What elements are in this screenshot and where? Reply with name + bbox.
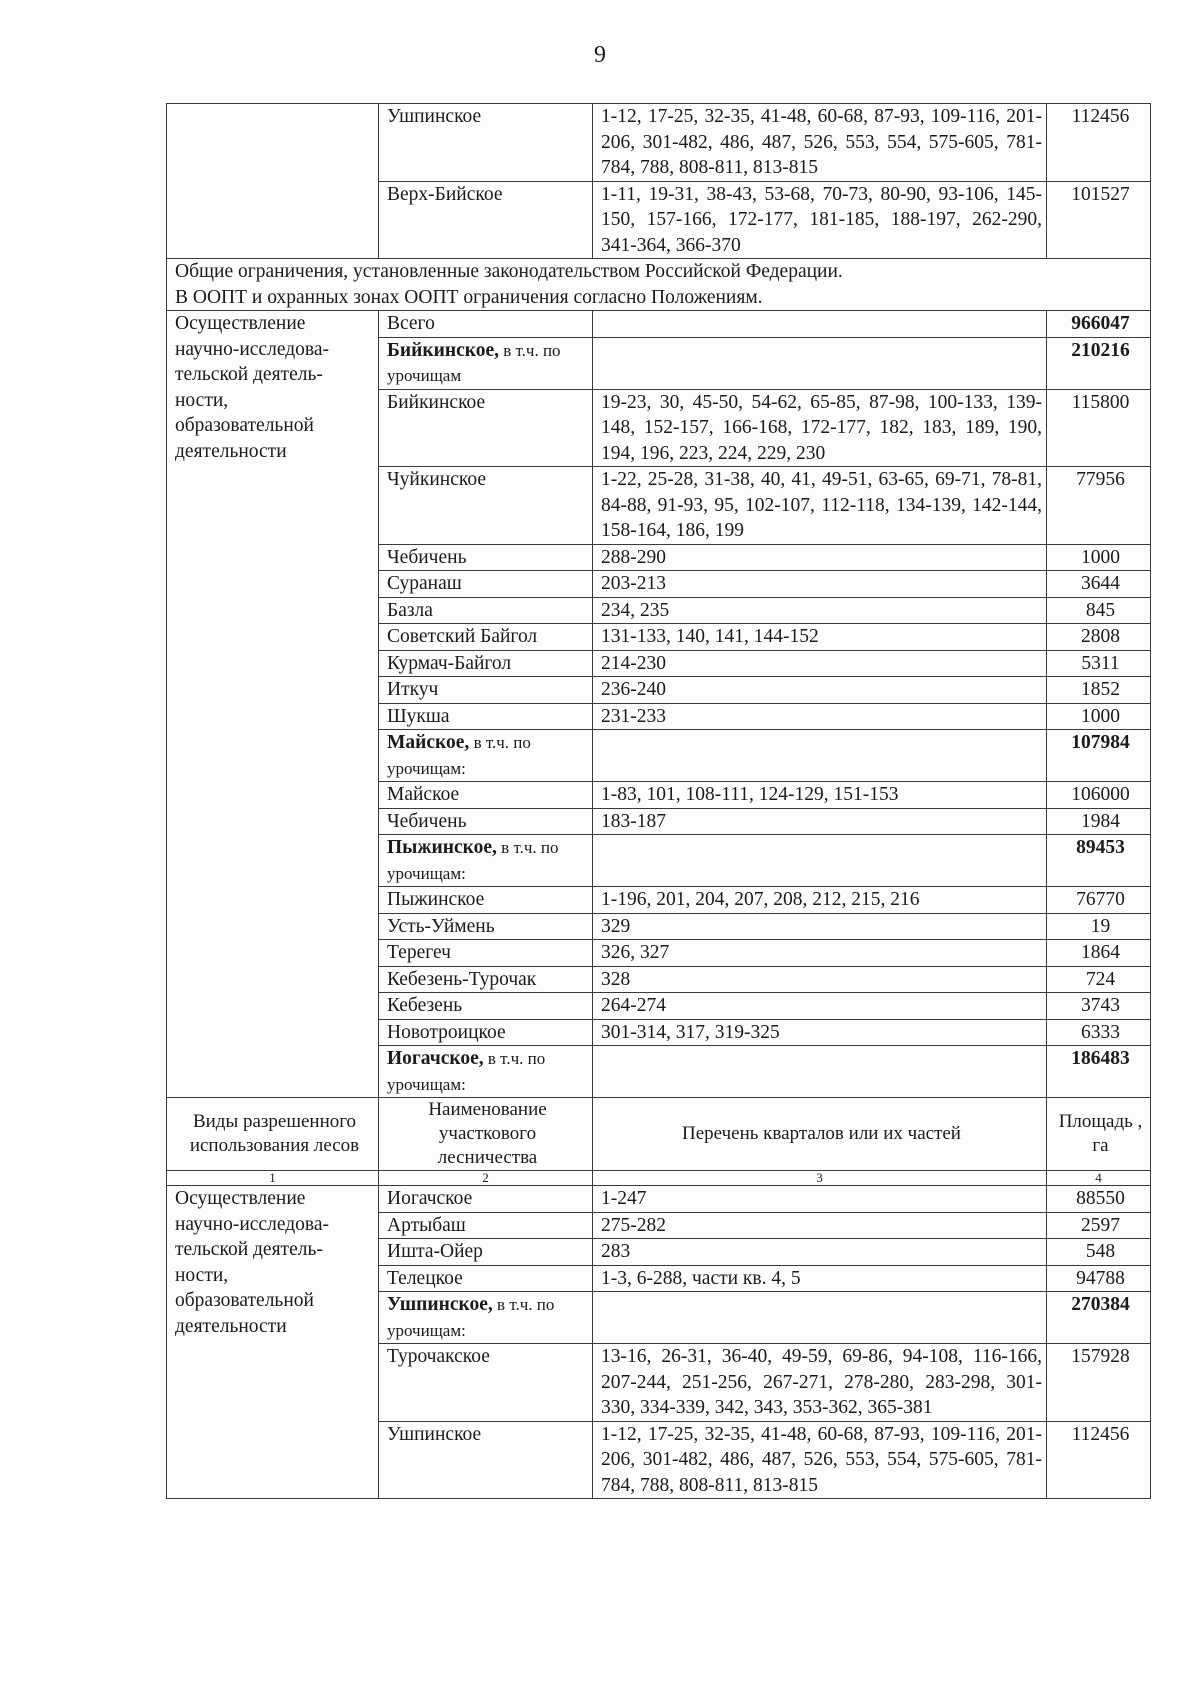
group-name [379,1046,593,1098]
quarters-list: 1-12, 17-25, 32-35, 41-48, 60-68, 87-93, 109-116, 201-206, 301-482, 486, 487, 526, 553, 554, 575-605, 781-784, 788, 808-811, 813-815 [593,104,1047,182]
group-name-bold: Ушпинское, [387,1294,493,1315]
forestry-name: Пыжинское [379,887,593,914]
usage-type-line: деятельности [175,1315,287,1337]
forestry-name: Чуйкинское [379,467,593,545]
forestry-name: Майское [379,782,593,809]
group-name-suffix: в т.ч. по урочищам: [387,1049,546,1094]
group-name [379,835,593,887]
quarters-list: 1-247 [593,1186,1047,1213]
forestry-name: Ушпинское [379,1421,593,1499]
table-row [167,1186,1151,1213]
quarters-list: 1-196, 201, 204, 207, 208, 212, 215, 216 [593,887,1047,914]
quarters-list [593,337,1047,389]
group-name-suffix: в т.ч. по урочищам: [387,733,531,778]
group-area: 270384 [1047,1292,1151,1344]
area-value: 88550 [1047,1186,1151,1213]
forestry-name: Ишта-Ойер [379,1239,593,1266]
group-area: 89453 [1047,835,1151,887]
quarters-list: 214-230 [593,650,1047,677]
quarters-list: 231-233 [593,703,1047,730]
quarters-list: 1-11, 19-31, 38-43, 53-68, 70-73, 80-90, 93-106, 145-150, 157-166, 172-177, 181-185, 188-197, 262-290, 341-364, 366-370 [593,181,1047,259]
quarters-list [593,1292,1047,1344]
header-quarters: Перечень кварталов или их частей [593,1098,1047,1171]
page-number: 9 [594,42,606,68]
restrictions-note [167,259,1151,311]
quarters-list: 1-3, 6-288, части кв. 4, 5 [593,1265,1047,1292]
area-value: 112456 [1047,104,1151,182]
area-value: 5311 [1047,650,1151,677]
quarters-list: 236-240 [593,677,1047,704]
column-number: 4 [1047,1171,1151,1186]
quarters-list: 288-290 [593,544,1047,571]
area-value: 76770 [1047,887,1151,914]
area-value: 1864 [1047,940,1151,967]
quarters-list: 203-213 [593,571,1047,598]
table-header-row [167,1098,1151,1171]
usage-type-line: деятельности [175,440,287,462]
area-value: 19 [1047,913,1151,940]
group-name-bold: Майское, [387,732,470,753]
table-row [167,104,1151,182]
group-name [379,1292,593,1344]
header-usage-type: Виды разрешенного использования лесов [167,1098,379,1171]
quarters-list: 1-83, 101, 108-111, 124-129, 151-153 [593,782,1047,809]
forestry-name: Новотроицкое [379,1019,593,1046]
quarters-list: 328 [593,966,1047,993]
usage-type-line: образовательной [175,1290,314,1311]
forestry-name: Терегеч [379,940,593,967]
group-name-bold: Бийкинское, [387,339,499,361]
area-value: 845 [1047,597,1151,624]
forestry-name: Ушпинское [379,104,593,182]
quarters-list [593,730,1047,782]
forestry-name: Телецкое [379,1265,593,1292]
group-area: 210216 [1047,337,1151,389]
quarters-list: 301-314, 317, 319-325 [593,1019,1047,1046]
group-name-bold: Иогачское, [387,1048,484,1069]
group-name-suffix: в т.ч. по урочищам [387,340,561,385]
quarters-list: 1-12, 17-25, 32-35, 41-48, 60-68, 87-93, 109-116, 201-206, 301-482, 486, 487, 526, 553, 554, 575-605, 781-784, 788, 808-811, 813-815 [593,1421,1047,1499]
forestry-name: Турочакское [379,1344,593,1422]
usage-type-line: Осуществление [175,1188,306,1209]
area-value: 2808 [1047,624,1151,651]
area-value: 94788 [1047,1265,1151,1292]
quarters-list: 264-274 [593,993,1047,1020]
forestry-name: Иткуч [379,677,593,704]
quarters-list: 13-16, 26-31, 36-40, 49-59, 69-86, 94-108, 116-166, 207-244, 251-256, 267-271, 278-280, 283-298, 301-330, 334-339, 342, 343, 353-362, 365-381 [593,1344,1047,1422]
usage-type-line: тельской деятель- [175,364,323,385]
area-value: 3743 [1047,993,1151,1020]
forestry-name: Советский Байгол [379,624,593,651]
forestry-name: Усть-Уймень [379,913,593,940]
quarters-list [593,311,1047,338]
group-name-suffix: в т.ч. по урочищам: [387,838,559,883]
forestry-name: Базла [379,597,593,624]
group-area: 186483 [1047,1046,1151,1098]
quarters-list: 275-282 [593,1212,1047,1239]
area-value: 3644 [1047,571,1151,598]
forestry-name: Кебезень-Турочак [379,966,593,993]
restrictions-note-line: Общие ограничения, установленные законодательством Российской Федерации. [175,261,843,282]
column-number: 2 [379,1171,593,1186]
area-value: 112456 [1047,1421,1151,1499]
usage-type-line: научно-исследова- [175,338,329,360]
usage-type [167,1186,379,1499]
usage-type-line: ности, [175,1264,229,1286]
group-name [379,337,593,389]
forestry-name: Чебичень [379,544,593,571]
total-area: 966047 [1047,311,1151,338]
usage-type [167,311,379,1098]
quarters-list: 131-133, 140, 141, 144-152 [593,624,1047,651]
forestry-name: Иогачское [379,1186,593,1213]
column-number: 3 [593,1171,1047,1186]
area-value: 157928 [1047,1344,1151,1422]
area-value: 2597 [1047,1212,1151,1239]
quarters-list: 329 [593,913,1047,940]
total-row [167,311,1151,338]
forestry-name: Артыбаш [379,1212,593,1239]
forestry-name: Суранаш [379,571,593,598]
area-value: 1000 [1047,703,1151,730]
group-name-bold: Пыжинское, [387,837,497,858]
column-number: 1 [167,1171,379,1186]
forestry-name: Верх-Бийское [379,181,593,259]
area-value: 1000 [1047,544,1151,571]
quarters-list: 19-23, 30, 45-50, 54-62, 65-85, 87-98, 100-133, 139-148, 152-157, 166-168, 172-177, 182, 183, 189, 190, 194, 196, 223, 224, 229, 230 [593,389,1047,467]
quarters-list: 283 [593,1239,1047,1266]
usage-type-line: образовательной [175,415,314,436]
forest-usage-table [166,103,1151,1499]
quarters-list: 326, 327 [593,940,1047,967]
forestry-name: Курмач-Байгол [379,650,593,677]
restrictions-note-row [167,259,1151,311]
forestry-name: Шукша [379,703,593,730]
column-number-row [167,1171,1151,1186]
usage-type-line: ности, [175,389,229,411]
total-label: Всего [379,311,593,338]
area-value: 101527 [1047,181,1151,259]
forestry-name: Кебезень [379,993,593,1020]
area-value: 1984 [1047,808,1151,835]
area-value: 106000 [1047,782,1151,809]
group-name-suffix: в т.ч. по урочищам: [387,1295,555,1340]
forestry-name: Чебичень [379,808,593,835]
area-value: 1852 [1047,677,1151,704]
area-value: 724 [1047,966,1151,993]
quarters-list: 183-187 [593,808,1047,835]
usage-type-line: научно-исследова- [175,1213,329,1235]
usage-type-line: тельской деятель- [175,1239,323,1260]
area-value: 77956 [1047,467,1151,545]
quarters-list: 1-22, 25-28, 31-38, 40, 41, 49-51, 63-65, 69-71, 78-81, 84-88, 91-93, 95, 102-107, 112-118, 134-139, 142-144, 158-164, 186, 199 [593,467,1047,545]
forestry-name: Бийкинское [379,389,593,467]
header-area: Площадь , га [1047,1098,1151,1171]
restrictions-note-line: В ООПТ и охранных зонах ООПТ ограничения согласно Положениям. [175,286,763,308]
usage-type-line: Осуществление [175,313,306,334]
area-value: 548 [1047,1239,1151,1266]
usage-type-continued [167,104,379,259]
header-forestry-name: Наименование участкового лесничества [379,1098,593,1171]
area-value: 6333 [1047,1019,1151,1046]
quarters-list [593,1046,1047,1098]
area-value: 115800 [1047,389,1151,467]
quarters-list: 234, 235 [593,597,1047,624]
group-name [379,730,593,782]
quarters-list [593,835,1047,887]
group-area: 107984 [1047,730,1151,782]
